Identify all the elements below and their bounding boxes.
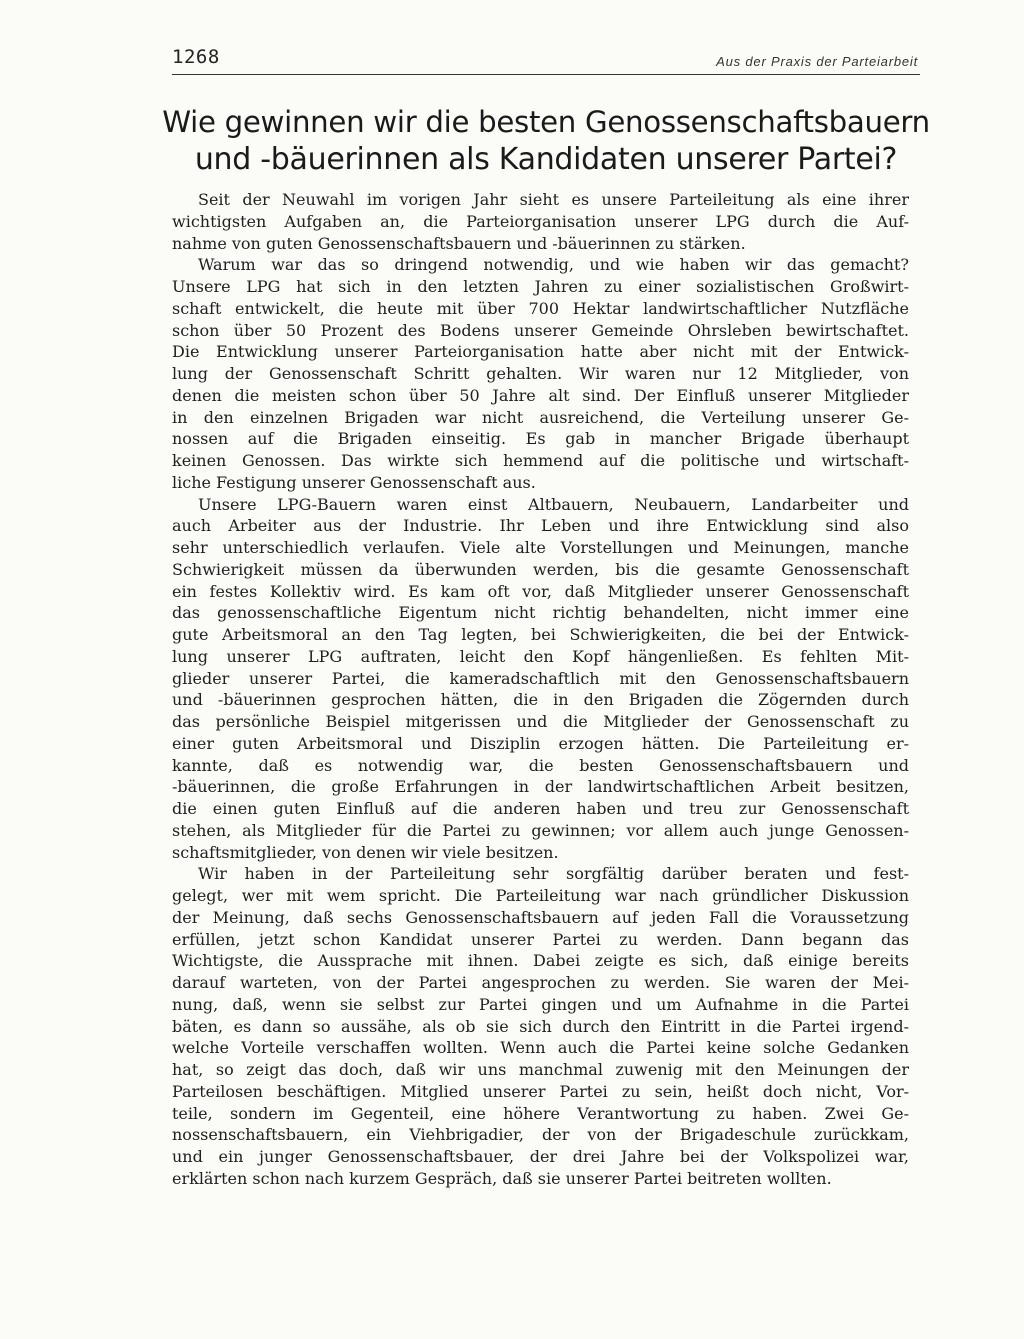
- text-line: teile, sondern im Gegenteil, eine höhere Verantwortung zu haben. Zwei Ge-: [172, 1103, 909, 1123]
- text-line: nossenschaftsbauern, ein Viehbrigadier, der von der Brigadeschule zurückkam,: [172, 1125, 909, 1145]
- text-line: einer guten Arbeitsmoral und Disziplin erzogen hätten. Die Parteileitung er-: [172, 733, 909, 753]
- article-title: [160, 103, 932, 179]
- text-line: schaftsmitglieder, von denen wir viele besitzen.: [172, 842, 559, 862]
- text-line: welche Vorteile verschaffen wollten. Wenn auch die Partei keine solche Gedanken: [172, 1038, 909, 1058]
- text-line: das persönliche Beispiel mitgerissen und die Mitglieder der Genossenschaft zu: [172, 712, 909, 731]
- text-line: Warum war das so dringend notwendig, und wie haben wir das gemacht?: [198, 255, 909, 275]
- text-line: -bäuerinnen, die große Erfahrungen in der landwirtschaftlichen Arbeit besitzen,: [172, 777, 909, 797]
- text-line: lung unserer LPG auftraten, leicht den Kopf hängenließen. Es fehlten Mit-: [172, 646, 909, 666]
- text-line: glieder unserer Partei, die kameradschaftlich mit den Genossenschaftsbauern: [172, 668, 909, 688]
- text-line: nossen auf die Brigaden einseitig. Es gab in mancher Brigade überhaupt: [172, 429, 909, 449]
- text-line: kannte, daß es notwendig war, die besten Genossenschaftsbauern und: [172, 755, 909, 775]
- text-line: Wir haben in der Parteileitung sehr sorgfältig darüber beraten und fest-: [198, 864, 909, 884]
- text-line: und ein junger Genossenschaftsbauer, der drei Jahre bei der Volkspolizei war,: [172, 1147, 909, 1166]
- title-line: und -bäuerinnen als Kandidaten unserer Partei?: [194, 142, 898, 177]
- text-line: Unsere LPG-Bauern waren einst Altbauern, Neubauern, Landarbeiter und: [198, 494, 909, 514]
- text-line: schon über 50 Prozent des Bodens unserer Gemeinde Ohrsleben bewirtschaftet.: [172, 320, 909, 340]
- text-line: hat, so zeigt das doch, daß wir uns manchmal zuwenig mit den Meinungen der: [172, 1060, 909, 1079]
- page-number: 1268: [172, 46, 220, 68]
- text-line: gute Arbeitsmoral an den Tag legten, bei Schwierigkeiten, die bei der Entwick-: [172, 625, 909, 644]
- text-line: keinen Genossen. Das wirkte sich hemmend auf die politische und wirtschaft-: [172, 451, 909, 470]
- text-line: Parteilosen beschäftigen. Mitglied unserer Partei zu sein, heißt doch nicht, Vor-: [172, 1081, 909, 1101]
- text-line: erklärten schon nach kurzem Gespräch, daß sie unserer Partei beitreten wollten.: [172, 1168, 832, 1188]
- text-line: erfüllen, jetzt schon Kandidat unserer Partei zu werden. Dann begann das: [172, 929, 909, 949]
- text-line: wichtigsten Aufgaben an, die Parteiorganisation unserer LPG durch die Auf-: [172, 211, 909, 231]
- title-line: Wie gewinnen wir die besten Genossenschaftsbauern: [162, 105, 930, 139]
- text-line: der Meinung, daß sechs Genossenschaftsbauern auf jeden Fall die Voraussetzung: [172, 907, 909, 927]
- text-line: auch Arbeiter aus der Industrie. Ihr Leben und ihre Entwicklung sind also: [172, 516, 909, 536]
- page-header: [172, 44, 920, 75]
- text-line: gelegt, wer mit wem spricht. Die Parteileitung war nach gründlicher Diskussion: [172, 886, 909, 905]
- article-body: [172, 189, 909, 1190]
- text-line: Wichtigste, die Aussprache mit ihnen. Dabei zeigte es sich, daß einige bereits: [172, 951, 909, 971]
- text-line: Seit der Neuwahl im vorigen Jahr sieht es unsere Parteileitung als eine ihrer: [198, 190, 909, 209]
- text-line: Unsere LPG hat sich in den letzten Jahren zu einer sozialistischen Großwirt-: [172, 277, 909, 296]
- text-line: ein festes Kollektiv wird. Es kam oft vor, daß Mitglieder unserer Genossenschaft: [172, 581, 909, 601]
- text-line: nung, daß, wenn sie selbst zur Partei gingen und um Aufnahme in die Partei: [172, 994, 909, 1014]
- text-line: liche Festigung unserer Genossenschaft aus.: [172, 472, 536, 492]
- running-head: Aus der Praxis der Parteiarbeit: [716, 54, 918, 69]
- text-line: in den einzelnen Brigaden war nicht ausreichend, die Verteilung unserer Ge-: [172, 407, 909, 427]
- text-line: denen die meisten schon über 50 Jahre alt sind. Der Einfluß unserer Mitglieder: [172, 385, 909, 405]
- text-line: bäten, es dann so aussähe, als ob sie sich durch den Eintritt in die Partei irgend-: [172, 1016, 909, 1036]
- text-line: und -bäuerinnen gesprochen hätten, die in den Brigaden die Zögernden durch: [172, 690, 909, 710]
- text-line: schaft entwickelt, die heute mit über 700 Hektar landwirtschaftlicher Nutzfläche: [172, 298, 909, 318]
- text-line: nahme von guten Genossenschaftsbauern und -bäuerinnen zu stärken.: [172, 233, 746, 253]
- text-line: lung der Genossenschaft Schritt gehalten. Wir waren nur 12 Mitglieder, von: [172, 364, 909, 383]
- text-line: darauf warteten, von der Partei angesprochen zu werden. Sie waren der Mei-: [172, 973, 909, 992]
- text-line: stehen, als Mitglieder für die Partei zu gewinnen; vor allem auch junge Genossen-: [172, 820, 909, 840]
- text-line: die einen guten Einfluß auf die anderen haben und treu zur Genossenschaft: [172, 799, 909, 818]
- text-line: Die Entwicklung unserer Parteiorganisation hatte aber nicht mit der Entwick-: [172, 342, 909, 362]
- text-line: sehr unterschiedlich verlaufen. Viele alte Vorstellungen und Meinungen, manche: [172, 538, 909, 557]
- text-line: das genossenschaftliche Eigentum nicht richtig behandelten, nicht immer eine: [172, 603, 909, 623]
- text-line: Schwierigkeit müssen da überwunden werden, bis die gesamte Genossenschaft: [172, 559, 909, 579]
